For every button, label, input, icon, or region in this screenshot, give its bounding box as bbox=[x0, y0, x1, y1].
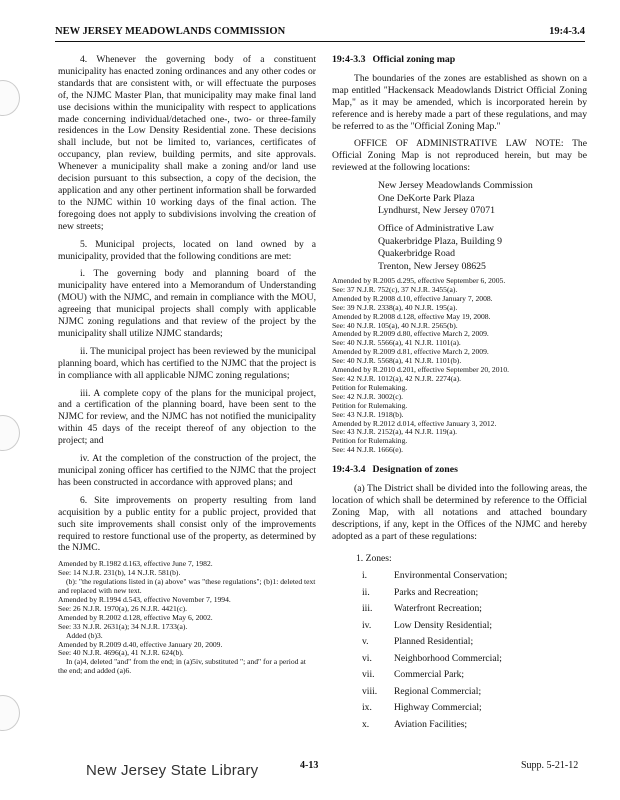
zone-label: Environmental Conservation; bbox=[394, 570, 508, 582]
list-item bbox=[332, 653, 587, 665]
note-line: Amended by R.1994 d.543, effective November 7, 1994. bbox=[58, 594, 231, 604]
zone-numeral: vii. bbox=[362, 669, 375, 681]
note-line: See: 40 N.J.R. 4696(a), 41 N.J.R. 624(b). bbox=[58, 648, 184, 658]
left-column bbox=[58, 54, 316, 685]
history-note-right bbox=[332, 277, 587, 455]
note-line: (b): "the regulations listed in (a) above" was "these regulations"; (b)1: deleted text and replaced with new text. bbox=[58, 577, 316, 596]
list-item bbox=[332, 702, 587, 714]
header-section-number: 19:4-3.4 bbox=[549, 26, 585, 37]
note-line: Amended by R.1982 d.163, effective June 7, 1982. bbox=[58, 559, 213, 569]
address-line: New Jersey Meadowlands Commission bbox=[378, 180, 533, 192]
review-locations bbox=[378, 180, 587, 273]
zone-numeral: ix. bbox=[362, 702, 372, 714]
list-item bbox=[332, 570, 587, 582]
note-line: See: 14 N.J.R. 231(b), 14 N.J.R. 581(b). bbox=[58, 568, 181, 578]
note-line: Amended by R.2010 d.201, effective September 20, 2010. bbox=[332, 365, 510, 375]
zone-numeral: iv. bbox=[362, 619, 372, 631]
note-line: Petition for Rulemaking. bbox=[332, 400, 408, 410]
zone-label: Planned Residential; bbox=[394, 636, 474, 648]
zoning-map-paragraph: The boundaries of the zones are established as shown on a map entitled "Hackensack Meadowlands District Official Zoning Map," as it may be amended, which is incorporated herein by reference and is hereby made a part of these regulations, and may be referred to as the "Official Zoning Map." bbox=[332, 72, 587, 132]
note-line: Amended by R.2009 d.40, effective January 20, 2009. bbox=[58, 639, 223, 649]
list-item bbox=[332, 669, 587, 681]
designation-paragraph: (a) The District shall be divided into the following areas, the location of which shall be determined by reference to the Official Zoning Map, with all notations and attached boundary descriptions, if any, kept in the Offices of the NJMC and hereby adopted as a part of these regulations: bbox=[332, 483, 587, 542]
list-item bbox=[332, 719, 587, 731]
note-line: See: 43 N.J.R. 2152(a), 44 N.J.R. 119(a). bbox=[332, 427, 458, 437]
punch-hole-bottom bbox=[0, 695, 20, 731]
note-line: Added (b)3. bbox=[66, 630, 103, 640]
section-heading-19-4-3-3 bbox=[332, 54, 587, 66]
paragraph-6: 6. Site improvements on property resulting from land acquisition by a public entity for a public project, provided that such site improvements shall consist only of the improvements required to restore functional use of the property, as determined by the NJMC. bbox=[58, 494, 316, 554]
subparagraph-ii: ii. The municipal project has been reviewed by the municipal planning board, which has certified to the NJMC that the project is in compliance with all applicable NJMC zoning regulations; bbox=[58, 345, 316, 381]
punch-hole-top bbox=[0, 80, 20, 116]
zone-label: Neighborhood Commercial; bbox=[394, 652, 502, 664]
note-line: See: 40 N.J.R. 5568(a), 41 N.J.R. 1101(b). bbox=[332, 356, 462, 366]
note-line: Amended by R.2009 d.80, effective March 2, 2009. bbox=[332, 329, 489, 339]
history-note-left bbox=[58, 560, 316, 676]
note-line: Amended by R.2012 d.014, effective January 3, 2012. bbox=[332, 418, 497, 428]
list-item bbox=[332, 620, 587, 632]
note-line: In (a)4, deleted "and" from the end; in (a)5iv, substituted "; and" for a period at the end; and added (a)6. bbox=[58, 657, 306, 676]
page-number: 4-13 bbox=[300, 760, 319, 771]
zone-label: Low Density Residential; bbox=[394, 619, 493, 631]
note-line: See: 33 N.J.R. 2631(a); 34 N.J.R. 1733(a). bbox=[58, 621, 188, 631]
zone-label: Aviation Facilities; bbox=[394, 718, 468, 730]
list-item bbox=[332, 636, 587, 648]
zone-label: Commercial Park; bbox=[394, 669, 465, 681]
zone-numeral: iii. bbox=[362, 603, 373, 615]
note-line: See: 40 N.J.R. 105(a), 40 N.J.R. 2565(b). bbox=[332, 320, 458, 330]
note-line: See: 42 N.J.R. 1012(a), 42 N.J.R. 2274(a). bbox=[332, 373, 462, 383]
running-header bbox=[55, 22, 585, 40]
section-title: Official zoning map bbox=[372, 54, 456, 65]
subparagraph-iv: iv. At the completion of the construction of the project, the municipal zoning officer has certified to the NJMC that the project has been constructed in accordance with approved plans; and bbox=[58, 453, 316, 488]
address-line: Office of Administrative Law bbox=[378, 223, 494, 235]
note-line: Amended by R.2009 d.81, effective March 2, 2009. bbox=[332, 347, 489, 357]
zone-label: Parks and Recreation; bbox=[394, 586, 479, 598]
zone-numeral: v. bbox=[362, 636, 369, 648]
address-line: Quakerbridge Plaza, Building 9 bbox=[378, 235, 503, 247]
zones-list bbox=[332, 570, 587, 730]
supplement-date: Supp. 5-21-12 bbox=[521, 760, 579, 771]
section-title: Designation of zones bbox=[372, 464, 458, 476]
address-line: One DeKorte Park Plaza bbox=[378, 192, 475, 204]
zone-numeral: vi. bbox=[362, 652, 372, 664]
paragraph-5: 5. Municipal projects, located on land owned by a municipality, provided that the following conditions are met: bbox=[58, 238, 316, 262]
oal-note: OFFICE OF ADMINISTRATIVE LAW NOTE: The Official Zoning Map is not reproduced herein, but may be reviewed at the following locations: bbox=[332, 138, 587, 174]
zone-label: Regional Commercial; bbox=[394, 685, 482, 697]
header-title: NEW JERSEY MEADOWLANDS COMMISSION bbox=[55, 26, 286, 37]
section-heading-19-4-3-4 bbox=[332, 464, 587, 476]
punch-hole-middle bbox=[0, 415, 20, 451]
note-line: See: 40 N.J.R. 5566(a), 41 N.J.R. 1101(a). bbox=[332, 338, 461, 348]
note-line: Petition for Rulemaking. bbox=[332, 382, 408, 392]
list-item bbox=[332, 603, 587, 615]
list-item bbox=[332, 587, 587, 599]
zone-label: Waterfront Recreation; bbox=[394, 603, 482, 615]
note-line: See: 39 N.J.R. 2338(a), 40 N.J.R. 195(a). bbox=[332, 302, 458, 312]
note-line: See: 37 N.J.R. 752(c), 37 N.J.R. 3455(a). bbox=[332, 284, 458, 294]
address-line: Lyndhurst, New Jersey 07071 bbox=[378, 204, 496, 216]
note-line: Amended by R.2005 d.295, effective September 6, 2005. bbox=[332, 276, 506, 285]
note-line: See: 43 N.J.R. 1918(b). bbox=[332, 409, 404, 419]
note-line: See: 44 N.J.R. 1666(e). bbox=[332, 445, 404, 455]
address-line: Trenton, New Jersey 08625 bbox=[378, 260, 486, 272]
list-item bbox=[332, 686, 587, 698]
note-line: See: 26 N.J.R. 1970(a), 26 N.J.R. 4421(c). bbox=[58, 603, 188, 613]
zone-numeral: viii. bbox=[362, 685, 378, 697]
subparagraph-iii: iii. A complete copy of the plans for the municipal project, and a certification of the planning board, have been sent to the NJMC for review, and the NJMC has not notified the municipality within 45 days of the receipt thereof of any objection to the project; and bbox=[58, 387, 316, 447]
note-line: Petition for Rulemaking. bbox=[332, 436, 408, 446]
zone-numeral: i. bbox=[362, 570, 368, 582]
note-line: Amended by R.2008 d.128, effective May 19, 2008. bbox=[332, 311, 491, 321]
paragraph-4: 4. Whenever the governing body of a constituent municipality has enacted zoning ordinances and any other codes or standards that are consistent with, or will effectuate the purposes of, the NJMC Master Plan, that municipality may make final land use decisions within the municipality with respect to applications made concerning individual/detached one-, two- or three-family residences in the Low Density Residential zone. These decisions shall include, but not be limited to, variances, certificates of occupancy, plan review, building permits, and site approvals. Whenever a municipality shall make a zoning and/or land use decision pursuant to this subsection, a copy of the decision, the application and any other pertinent information shall be forwarded to the NJMC within 10 working days of the final action. The foregoing does not apply to subdivisions involving the creation of new streets; bbox=[58, 54, 316, 232]
zones-heading: 1. Zones: bbox=[356, 552, 392, 564]
right-column bbox=[332, 54, 587, 735]
zone-numeral: ii. bbox=[362, 586, 370, 598]
zone-label: Highway Commercial; bbox=[394, 702, 482, 714]
note-line: Amended by R.2008 d.10, effective January 7, 2008. bbox=[332, 293, 493, 303]
subparagraph-i: i. The governing body and planning board of the municipality have entered into a Memorandum of Understanding (MOU) with the NJMC, and remain in compliance with the MOU, agreeing that municipal projects shall comply with applicable NJMC zoning regulations and that review of the project by the municipality shall utilize NJMC standards; bbox=[58, 268, 316, 339]
library-stamp: New Jersey State Library bbox=[86, 762, 259, 779]
note-line: Amended by R.2002 d.128, effective May 6, 2002. bbox=[58, 612, 213, 622]
header-rule bbox=[55, 41, 585, 42]
address-line: Quakerbridge Road bbox=[378, 248, 455, 260]
zone-numeral: x. bbox=[362, 718, 370, 730]
section-number: 19:4-3.4 bbox=[332, 464, 366, 476]
note-line: See: 42 N.J.R. 3002(c). bbox=[332, 391, 404, 401]
section-number: 19:4-3.3 bbox=[332, 54, 366, 65]
